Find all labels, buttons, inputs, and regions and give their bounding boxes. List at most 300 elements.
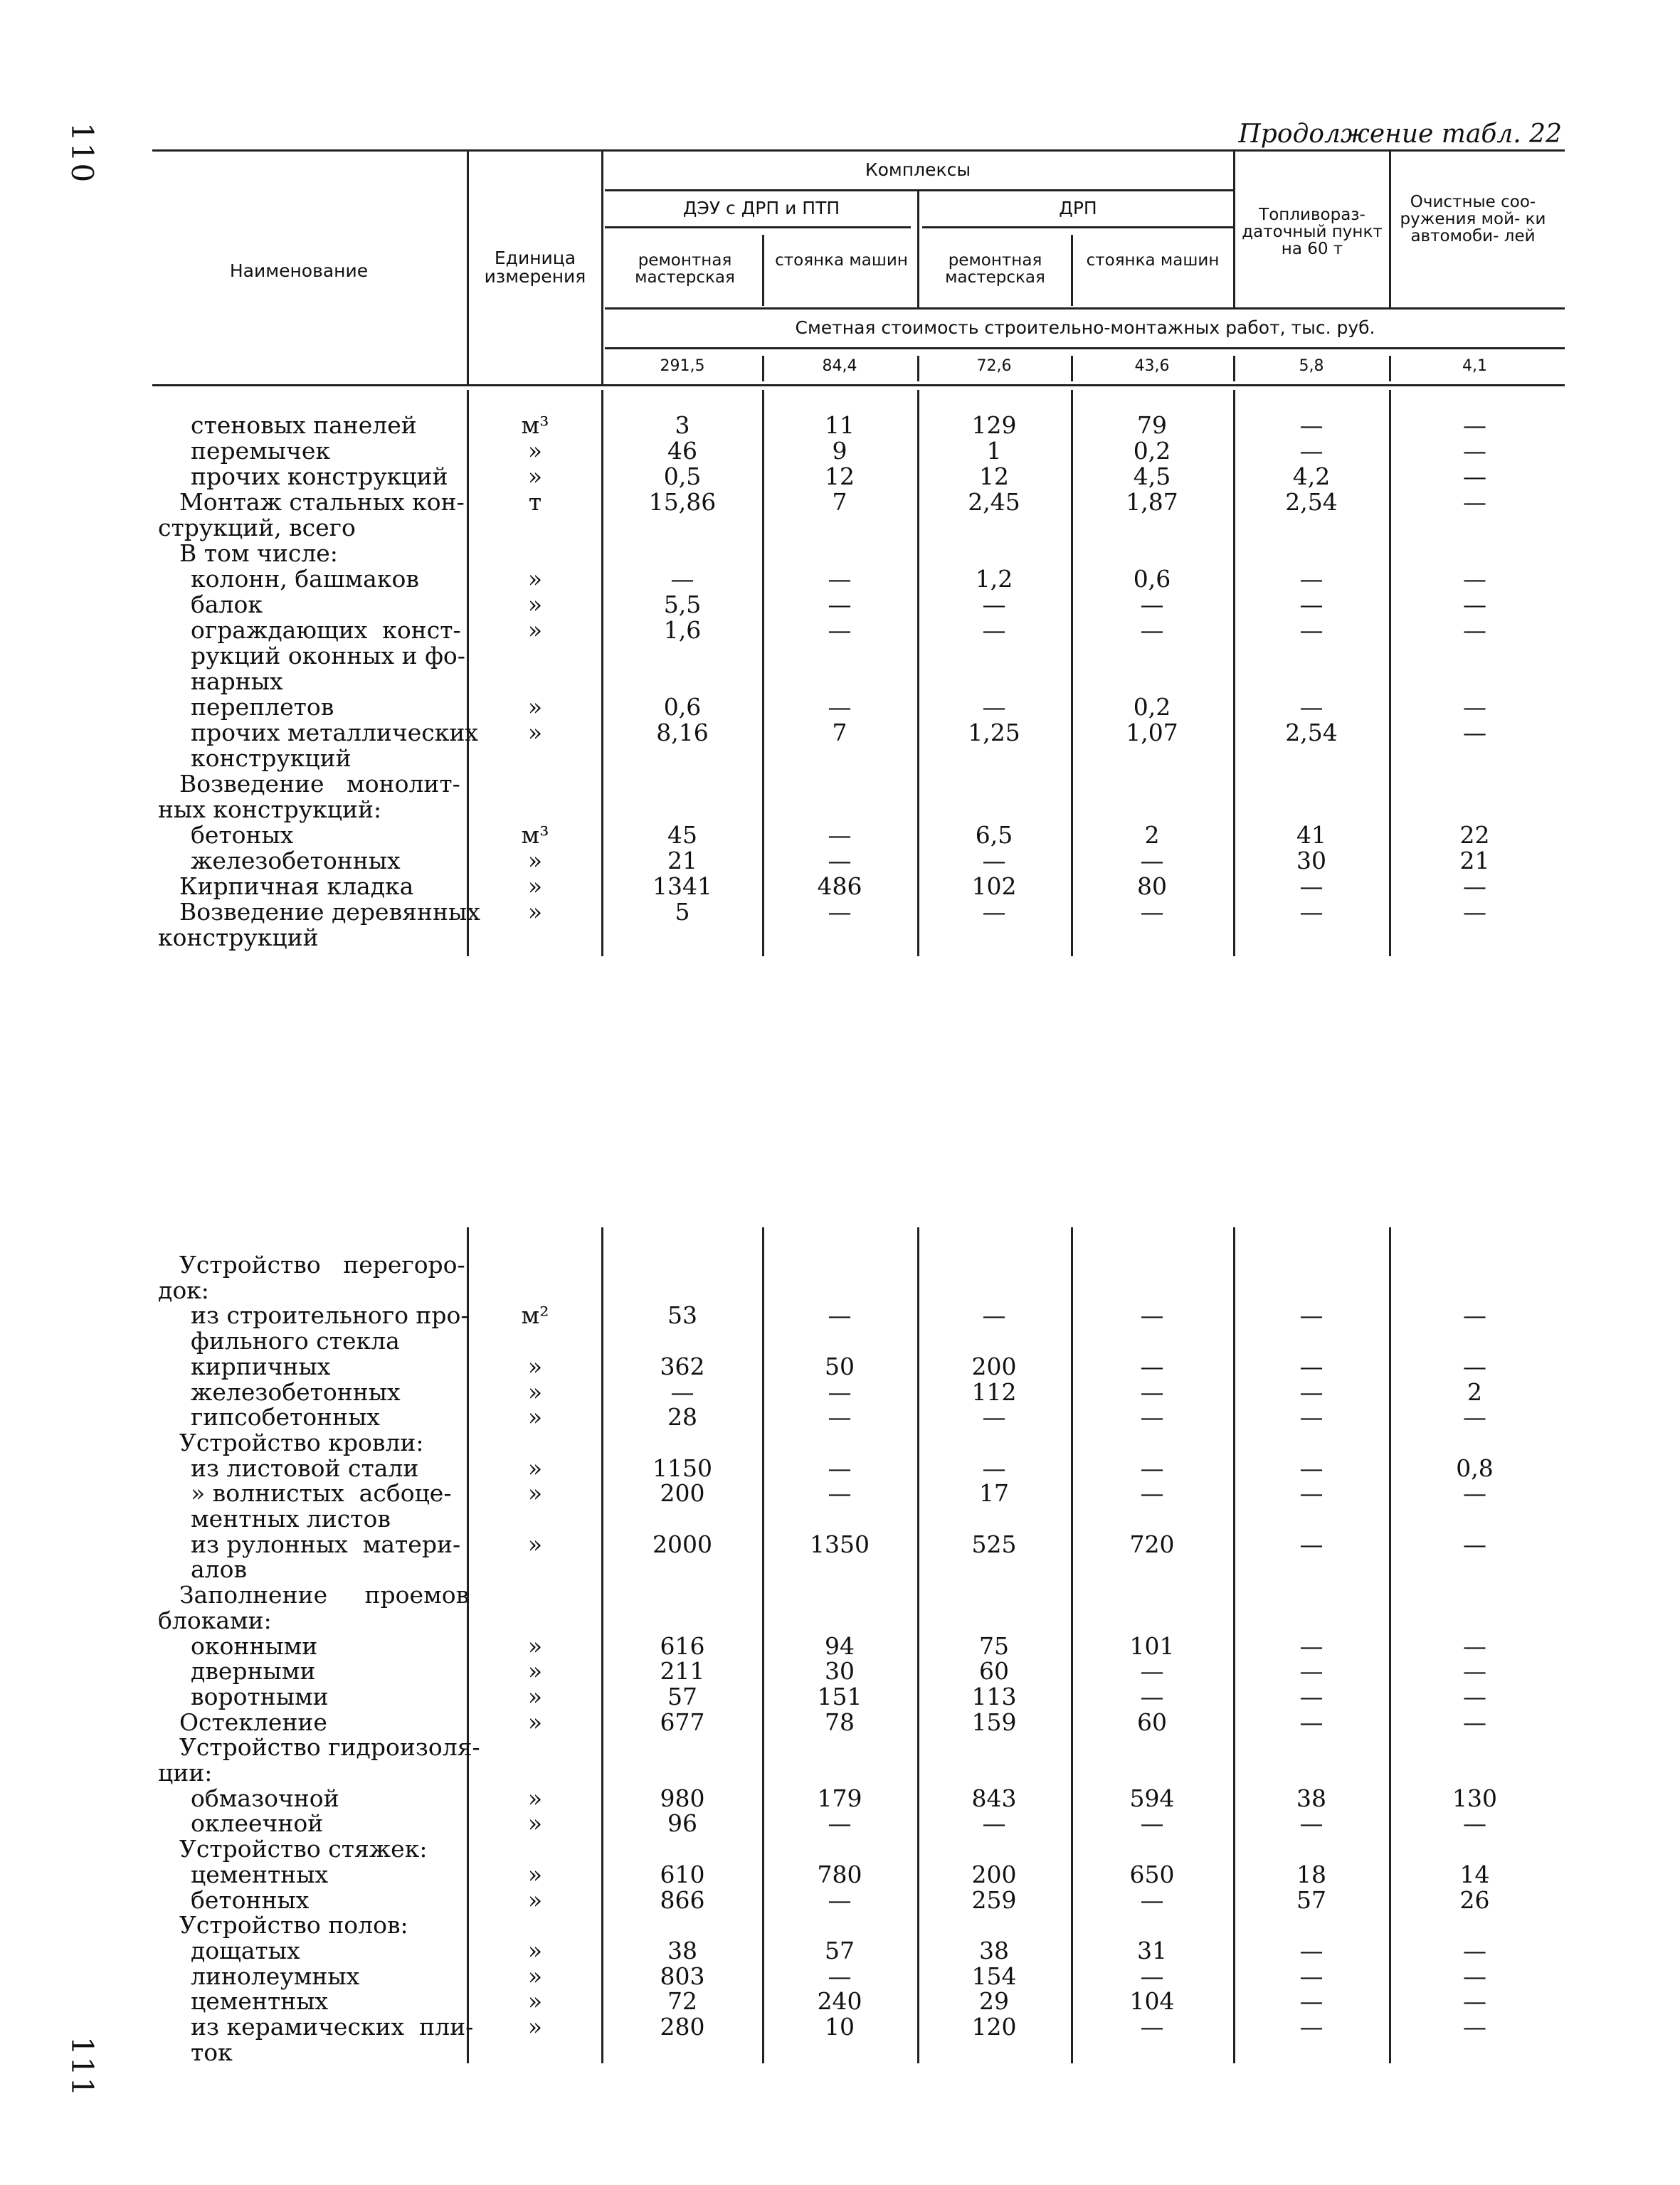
row-unit: » <box>527 719 543 746</box>
row-value-col5: — <box>1299 2013 1324 2041</box>
row-name: цементных <box>191 1987 329 2016</box>
row-value-col2: — <box>828 1403 852 1432</box>
row-value-col5: — <box>1299 1708 1324 1736</box>
table-row <box>0 413 1680 438</box>
row-unit: » <box>527 898 543 926</box>
row-value-col3: 154 <box>971 1962 1017 1990</box>
row-value-col1: 46 <box>667 437 697 465</box>
row-value-col5: 4,2 <box>1292 462 1331 490</box>
table-row <box>0 848 1680 874</box>
row-value-col5: — <box>1299 1479 1324 1508</box>
row-name: рукций оконных и фо- <box>191 642 465 670</box>
row-unit: » <box>527 1682 543 1710</box>
row-value-col3: 525 <box>971 1530 1017 1558</box>
row-value-col3: — <box>982 1454 1006 1482</box>
row-value-col2: — <box>828 1962 852 1990</box>
row-name: ограждающих конст- <box>191 616 461 644</box>
row-value-col2: — <box>828 898 852 926</box>
row-unit: » <box>527 1377 543 1406</box>
row-unit: м³ <box>521 411 549 439</box>
row-value-col5: 2,54 <box>1285 719 1338 746</box>
row-value-col2: 10 <box>825 2013 855 2041</box>
row-value-col6: 130 <box>1452 1784 1497 1812</box>
row-value-col2: 30 <box>825 1657 855 1686</box>
table-row <box>0 899 1680 925</box>
row-name: из рулонных матери- <box>191 1530 461 1558</box>
row-value-col4: 104 <box>1129 1987 1175 2016</box>
row-value-col4: 650 <box>1129 1860 1175 1888</box>
row-value-col3: — <box>982 1301 1006 1330</box>
table-row <box>0 1532 1680 1557</box>
row-unit: » <box>527 847 543 874</box>
row-name: прочих металлических <box>191 719 479 746</box>
row-name: из листовой стали <box>191 1454 419 1482</box>
table-row <box>0 1582 1680 1608</box>
estimate-top-rule <box>605 307 1565 310</box>
row-name: цементных <box>191 1860 329 1888</box>
row-unit: т <box>528 488 542 516</box>
row-value-col2: — <box>828 1454 852 1482</box>
complexes-rule <box>605 189 1235 191</box>
row-unit: » <box>527 1885 543 1914</box>
row-value-col1: 2000 <box>653 1530 712 1558</box>
row-name: Монтаж стальных кон- <box>179 488 465 516</box>
row-value-col2: 179 <box>817 1784 862 1812</box>
row-value-col6: — <box>1463 1657 1486 1686</box>
row-value-col3: 2,45 <box>968 488 1020 516</box>
row-name: В том числе: <box>179 539 338 567</box>
row-value-col2: 7 <box>832 719 847 746</box>
row-name: Устройство кровли: <box>179 1428 424 1456</box>
table-row <box>0 592 1680 618</box>
table-row <box>0 1456 1680 1481</box>
row-value-col3: — <box>982 847 1006 874</box>
row-value-col6: 26 <box>1459 1885 1490 1914</box>
cost-2: 84,4 <box>822 357 857 375</box>
table-row <box>0 1557 1680 1582</box>
row-unit: » <box>527 1454 543 1482</box>
row-name: оклеечной <box>191 1809 324 1838</box>
row-value-col4: — <box>1140 616 1164 644</box>
row-value-col5: 57 <box>1296 1885 1326 1914</box>
row-value-col2: 9 <box>832 437 847 465</box>
row-value-col3: — <box>982 1809 1006 1838</box>
row-value-col5: — <box>1299 1987 1324 2016</box>
row-name: бетоных <box>191 821 294 849</box>
row-name: Кирпичная кладка <box>179 872 414 900</box>
row-value-col3: 120 <box>971 2013 1017 2041</box>
row-unit: » <box>527 693 543 721</box>
row-value-col4: — <box>1140 1454 1164 1482</box>
row-value-col4: — <box>1140 1403 1164 1432</box>
row-value-col4: — <box>1140 1352 1164 1380</box>
row-value-col6: 22 <box>1459 821 1490 849</box>
row-unit: » <box>527 1784 543 1812</box>
row-name: прочих конструкций <box>191 462 448 490</box>
row-value-col1: 280 <box>660 2013 705 2041</box>
row-value-col4: — <box>1140 1377 1164 1406</box>
row-value-col5: 2,54 <box>1285 488 1338 516</box>
row-value-col3: 200 <box>971 1352 1017 1380</box>
row-value-col2: 1350 <box>810 1530 870 1558</box>
table-row <box>0 438 1680 464</box>
row-value-col2: — <box>828 616 852 644</box>
row-value-col6: — <box>1463 565 1486 593</box>
row-name: ментных листов <box>191 1505 391 1533</box>
row-value-col1: 3 <box>675 411 690 439</box>
row-value-col6: — <box>1463 411 1486 439</box>
row-value-col1: 803 <box>660 1962 705 1990</box>
row-name: блоками: <box>158 1606 272 1634</box>
row-value-col4: 1,87 <box>1126 488 1178 516</box>
row-name: ции: <box>158 1759 213 1787</box>
group1-rule <box>605 226 911 228</box>
table-row <box>0 2040 1680 2065</box>
row-name: перемычек <box>191 437 331 465</box>
row-value-col2: 780 <box>817 1860 862 1888</box>
page-number-top: 110 <box>65 122 100 184</box>
row-name: обмазочной <box>191 1784 339 1812</box>
row-value-col1: 0,5 <box>663 462 702 490</box>
row-value-col1: 362 <box>660 1352 705 1380</box>
row-unit: » <box>527 437 543 465</box>
row-value-col2: 12 <box>825 462 855 490</box>
row-value-col4: — <box>1140 1479 1164 1508</box>
row-value-col3: 113 <box>971 1682 1017 1710</box>
row-value-col4: — <box>1140 1657 1164 1686</box>
table-row <box>0 1354 1680 1380</box>
row-unit: » <box>527 591 543 618</box>
row-value-col5: — <box>1299 565 1324 593</box>
row-name: струкций, всего <box>158 514 356 541</box>
row-value-col3: 12 <box>979 462 1009 490</box>
table-row <box>0 720 1680 746</box>
row-unit: » <box>527 1530 543 1558</box>
row-value-col5: — <box>1299 591 1324 618</box>
header-unit: Единица измерения <box>484 248 586 287</box>
cost-1: 291,5 <box>660 357 705 375</box>
row-value-col4: 720 <box>1129 1530 1175 1558</box>
header-vline-5 <box>1071 235 1073 306</box>
table-row <box>0 822 1680 848</box>
row-name: из керамических пли- <box>191 2013 474 2041</box>
row-name: линолеумных <box>191 1962 360 1990</box>
row-value-col6: — <box>1463 1962 1486 1990</box>
table-row <box>0 643 1680 669</box>
row-value-col2: 94 <box>825 1631 855 1660</box>
row-value-col3: — <box>982 693 1006 721</box>
row-value-col6: — <box>1463 872 1486 900</box>
table-row <box>0 1836 1680 1862</box>
row-value-col4: 60 <box>1137 1708 1167 1736</box>
row-value-col3: 6,5 <box>975 821 1013 849</box>
row-value-col3: 129 <box>971 411 1017 439</box>
row-name: железобетонных <box>191 847 401 874</box>
row-value-col6: — <box>1463 719 1486 746</box>
row-value-col4: — <box>1140 1885 1164 1914</box>
row-value-col5: — <box>1299 1682 1324 1710</box>
header-vline-3 <box>762 235 764 306</box>
table-row <box>0 1608 1680 1634</box>
row-value-col6: — <box>1463 1530 1486 1558</box>
row-value-col6: — <box>1463 898 1486 926</box>
row-value-col3: 259 <box>971 1885 1017 1914</box>
row-value-col6: — <box>1463 437 1486 465</box>
row-unit: » <box>527 1657 543 1686</box>
row-value-col2: — <box>828 1809 852 1838</box>
row-name: Остекление <box>179 1708 327 1736</box>
row-unit: » <box>527 1708 543 1736</box>
row-name: гипсобетонных <box>191 1403 381 1432</box>
page-number-bottom: 111 <box>65 2036 100 2098</box>
header-vline-6 <box>1233 149 1235 307</box>
row-value-col1: — <box>670 565 694 593</box>
row-value-col3: 75 <box>979 1631 1009 1660</box>
row-value-col1: 53 <box>667 1301 697 1330</box>
header-group2: ДРП <box>1059 198 1097 218</box>
row-name: док: <box>158 1276 209 1304</box>
table-row <box>0 1862 1680 1888</box>
row-value-col4: 2 <box>1144 821 1160 849</box>
row-value-col4: 101 <box>1129 1631 1175 1660</box>
row-value-col5: — <box>1299 898 1324 926</box>
row-unit: м³ <box>521 821 549 849</box>
header-repair-2: ремонтная мастерская <box>945 251 1045 287</box>
row-name: оконными <box>191 1631 318 1660</box>
row-value-col3: — <box>982 591 1006 618</box>
row-unit: » <box>527 1936 543 1964</box>
row-value-col5: — <box>1299 437 1324 465</box>
row-value-col2: 78 <box>825 1708 855 1736</box>
table-row <box>0 925 1680 951</box>
row-unit: » <box>527 1403 543 1432</box>
table-row <box>0 1885 1680 1914</box>
row-value-col1: 21 <box>667 847 697 874</box>
table-row <box>0 1989 1680 2014</box>
row-unit: » <box>527 1860 543 1888</box>
row-unit: » <box>527 462 543 490</box>
row-value-col3: 38 <box>979 1936 1009 1964</box>
row-name: Устройство полов: <box>179 1911 408 1940</box>
row-value-col6: — <box>1463 1301 1486 1330</box>
row-name: ток <box>191 2038 233 2066</box>
row-name: Возведение деревянных <box>179 898 480 926</box>
table-row <box>0 1278 1680 1303</box>
row-value-col1: 15,86 <box>648 488 717 516</box>
row-name: колонн, башмаков <box>191 565 419 593</box>
row-value-col2: — <box>828 693 852 721</box>
row-value-col2: 240 <box>817 1987 862 2016</box>
table-row <box>0 1252 1680 1278</box>
row-value-col2: — <box>828 591 852 618</box>
row-value-col5: — <box>1299 1352 1324 1380</box>
row-value-col6: — <box>1463 616 1486 644</box>
row-value-col6: — <box>1463 488 1486 516</box>
row-value-col5: — <box>1299 1454 1324 1482</box>
row-value-col1: 57 <box>667 1682 697 1710</box>
row-name: Возведение монолит- <box>179 770 460 798</box>
row-unit: м² <box>521 1301 549 1330</box>
row-name: Устройство гидроизоля- <box>179 1733 480 1762</box>
row-value-col6: — <box>1463 1987 1486 2016</box>
header-group1: ДЭУ с ДРП и ПТП <box>682 198 840 218</box>
table-row <box>0 515 1680 541</box>
row-value-col1: — <box>670 1377 694 1406</box>
header-estimate: Сметная стоимость строительно-монтажных работ, тыс. руб. <box>795 317 1375 338</box>
row-value-col5: 18 <box>1296 1860 1326 1888</box>
row-value-col2: 57 <box>825 1936 855 1964</box>
row-value-col2: — <box>828 847 852 874</box>
row-value-col2: — <box>828 1301 852 1330</box>
row-value-col3: 159 <box>971 1708 1017 1736</box>
table-row <box>0 1786 1680 1811</box>
row-value-col4: — <box>1140 2013 1164 2041</box>
row-value-col4: — <box>1140 1809 1164 1838</box>
row-value-col1: 610 <box>660 1860 705 1888</box>
row-value-col6: — <box>1463 1936 1486 1964</box>
row-value-col4: — <box>1140 1962 1164 1990</box>
row-name: фильного стекла <box>191 1327 400 1355</box>
table-row <box>0 1735 1680 1760</box>
row-value-col1: 5 <box>675 898 690 926</box>
row-value-col5: — <box>1299 1301 1324 1330</box>
row-value-col2: — <box>828 1479 852 1508</box>
row-unit: » <box>527 616 543 644</box>
cost-4: 43,6 <box>1134 357 1170 375</box>
row-value-col6: 2 <box>1467 1377 1482 1406</box>
table-row <box>0 874 1680 899</box>
row-value-col6: — <box>1463 1631 1486 1660</box>
row-value-col4: — <box>1140 898 1164 926</box>
row-value-col4: — <box>1140 1301 1164 1330</box>
row-unit: » <box>527 565 543 593</box>
table-row <box>0 1430 1680 1456</box>
row-value-col6: 21 <box>1459 847 1490 874</box>
row-value-col1: 96 <box>667 1809 697 1838</box>
table-row <box>0 694 1680 720</box>
row-value-col2: 50 <box>825 1352 855 1380</box>
row-value-col5: 41 <box>1296 821 1326 849</box>
row-value-col1: 1,6 <box>663 616 702 644</box>
table-row <box>0 771 1680 797</box>
row-value-col6: — <box>1463 1479 1486 1508</box>
table-row <box>0 1658 1680 1684</box>
row-value-col5: — <box>1299 872 1324 900</box>
table-row <box>0 1912 1680 1938</box>
table-row <box>0 1377 1680 1406</box>
header-fuel: Топливораз- даточный пункт на 60 т <box>1242 206 1383 258</box>
cost-6: 4,1 <box>1462 357 1487 375</box>
row-value-col2: 7 <box>832 488 847 516</box>
row-name: Устройство стяжек: <box>179 1835 428 1863</box>
row-value-col3: — <box>982 616 1006 644</box>
table-row <box>0 1684 1680 1710</box>
row-unit: » <box>527 1631 543 1660</box>
estimate-bottom-rule <box>605 347 1565 349</box>
table-row <box>0 1964 1680 1989</box>
row-value-col5: — <box>1299 1403 1324 1432</box>
row-value-col6: — <box>1463 693 1486 721</box>
header-parking-2: стоянка машин <box>1086 251 1220 270</box>
row-value-col1: 211 <box>660 1657 705 1686</box>
row-value-col1: 8,16 <box>656 719 709 746</box>
row-value-col5: — <box>1299 1657 1324 1686</box>
row-value-col6: — <box>1463 1403 1486 1432</box>
row-value-col1: 1341 <box>653 872 712 900</box>
table-row <box>0 541 1680 566</box>
table-row <box>0 1631 1680 1660</box>
table-row <box>0 1303 1680 1328</box>
row-value-col3: 843 <box>971 1784 1017 1812</box>
row-value-col4: — <box>1140 847 1164 874</box>
row-value-col1: 38 <box>667 1936 697 1964</box>
row-unit: » <box>527 1352 543 1380</box>
row-value-col1: 5,5 <box>663 591 702 618</box>
row-value-col3: 17 <box>979 1479 1009 1508</box>
row-name: алов <box>191 1555 248 1584</box>
row-value-col4: 31 <box>1137 1936 1167 1964</box>
row-value-col4: 4,5 <box>1133 462 1171 490</box>
row-value-col2: — <box>828 565 852 593</box>
row-name: кирпичных <box>191 1352 331 1380</box>
row-value-col4: — <box>1140 591 1164 618</box>
row-value-col4: 0,6 <box>1133 565 1171 593</box>
row-value-col3: 1 <box>986 437 1002 465</box>
row-value-col5: — <box>1299 1809 1324 1838</box>
row-value-col6: — <box>1463 591 1486 618</box>
row-value-col2: 486 <box>817 872 862 900</box>
row-value-col6: — <box>1463 1708 1486 1736</box>
row-value-col1: 45 <box>667 821 697 849</box>
row-name: конструкций <box>191 744 352 772</box>
row-value-col2: — <box>828 821 852 849</box>
row-unit: » <box>527 2013 543 2041</box>
header-vline-4 <box>917 189 919 307</box>
row-value-col3: 1,2 <box>975 565 1013 593</box>
row-name: стеновых панелей <box>191 411 417 439</box>
row-name: нарных <box>191 667 283 695</box>
header-bottom-rule <box>152 384 1565 386</box>
row-value-col3: 200 <box>971 1860 1017 1888</box>
row-value-col1: 0,6 <box>663 693 702 721</box>
table-row <box>0 1938 1680 1964</box>
header-repair-1: ремонтная мастерская <box>635 251 735 287</box>
table-row <box>0 1506 1680 1532</box>
header-vline-2 <box>601 149 603 384</box>
row-value-col3: 1,25 <box>968 719 1020 746</box>
cost-3: 72,6 <box>976 357 1012 375</box>
row-value-col6: — <box>1463 2013 1486 2041</box>
row-value-col6: — <box>1463 1682 1486 1710</box>
row-value-col6: — <box>1463 462 1486 490</box>
table-row <box>0 1404 1680 1430</box>
row-value-col5: — <box>1299 1936 1324 1964</box>
table-row <box>0 566 1680 592</box>
row-value-col4: 79 <box>1137 411 1167 439</box>
row-value-col3: — <box>982 898 1006 926</box>
row-name: Заполнение проемов <box>179 1581 470 1609</box>
row-name: конструкций <box>158 924 319 951</box>
row-unit: » <box>527 1479 543 1508</box>
header-vline-1 <box>467 149 469 384</box>
row-value-col4: 80 <box>1137 872 1167 900</box>
row-value-col4: 1,07 <box>1126 719 1178 746</box>
table-row <box>0 746 1680 771</box>
table-row <box>0 1710 1680 1735</box>
header-complexes: Комплексы <box>865 159 971 180</box>
row-value-col1: 1150 <box>653 1454 712 1482</box>
header-treatment: Очистные соо- ружения мой- ки автомоби- лей <box>1400 193 1546 245</box>
